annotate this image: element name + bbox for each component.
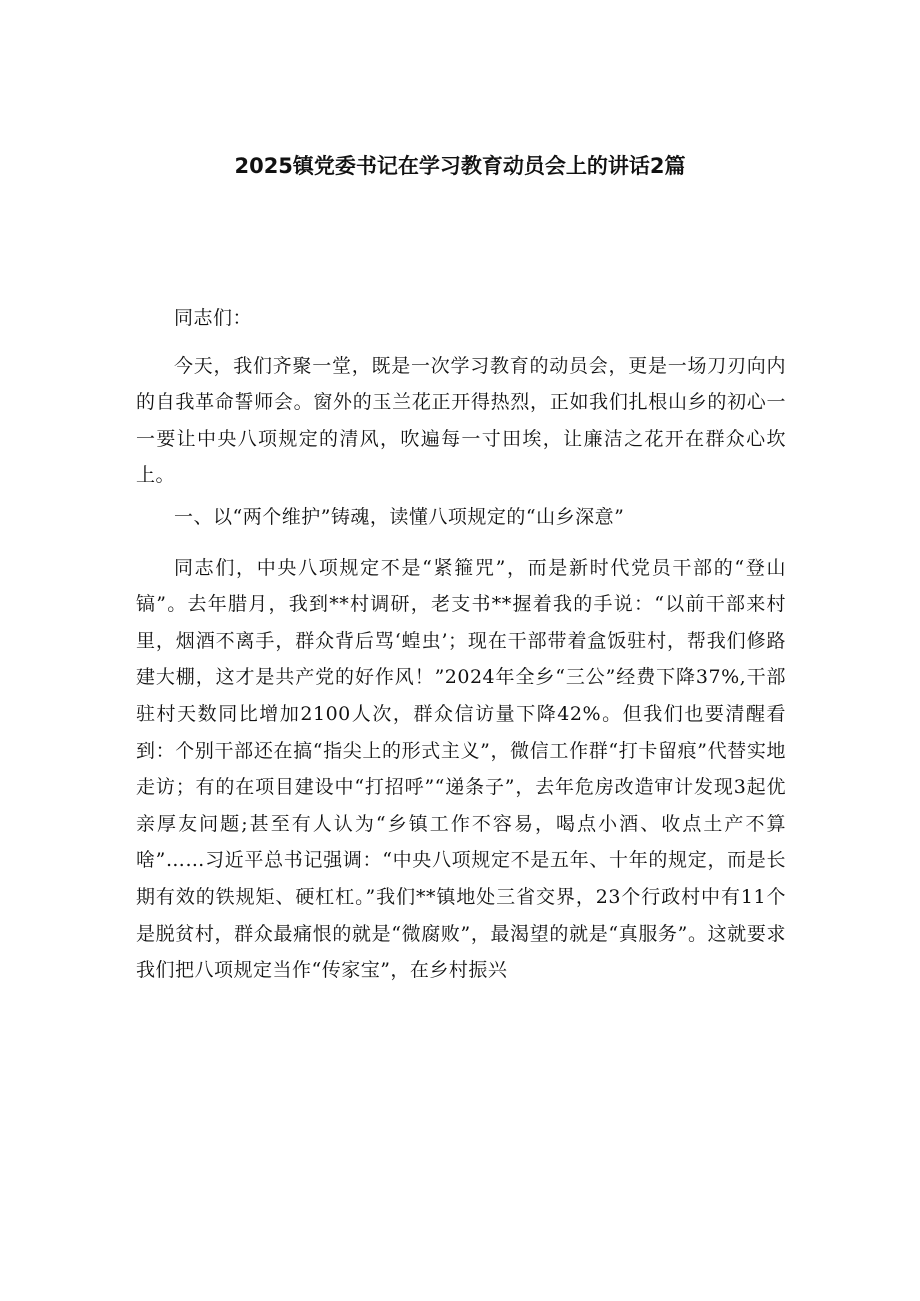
paragraph-section-1: 同志们，中央八项规定不是“紧箍咒”，而是新时代党员干部的“登山镐”。去年腊月，我到**村调研，老支书**握着我的手说：“以前干部来村里，烟酒不离手，群众背后骂‘蝗虫’；现在干部带着盒饭驻村，帮我们修路建大棚，这才是共产党的好作风！”2024年全乡“三公”经费下降37%,干部驻村天数同比增加2100人次，群众信访量下降42%。但我们也要清醒看到：个别干部还在搞“指尖上的形式主义”，微信工作群“打卡留痕”代替实地走访；有的在项目建设中“打招呼”“递条子”，去年危房改造审计发现3起优亲厚友问题;甚至有人认为“乡镇工作不容易，喝点小酒、收点土产不算啥”……习近平总书记强调：“中央八项规定不是五年、十年的规定，而是长期有效的铁规矩、硬杠杠。”我们**镇地处三省交界，23个行政村中有11个是脱贫村，群众最痛恨的就是“微腐败”，最渴望的就是“真服务”。这就要求我们把八项规定当作“传家宝”，在乡村振兴	[136, 556, 786, 982]
section-heading-1: 一、以“两个维护”铸魂，读懂八项规定的“山乡深意”	[174, 505, 625, 528]
document-title: 2025镇党委书记在学习教育动员会上的讲话2篇	[234, 154, 686, 178]
salutation: 同志们：	[174, 307, 253, 329]
paragraph-opening: 今天，我们齐聚一堂，既是一次学习教育的动员会，更是一场刀刃向内的自我革命誓师会。窗外的玉兰花正开得热烈，正如我们扎根山乡的初心一一要让中央八项规定的清风，吹遍每一寸田埃，让廉洁之花开在群众心坎上。	[136, 354, 786, 487]
document-body	[136, 300, 786, 994]
